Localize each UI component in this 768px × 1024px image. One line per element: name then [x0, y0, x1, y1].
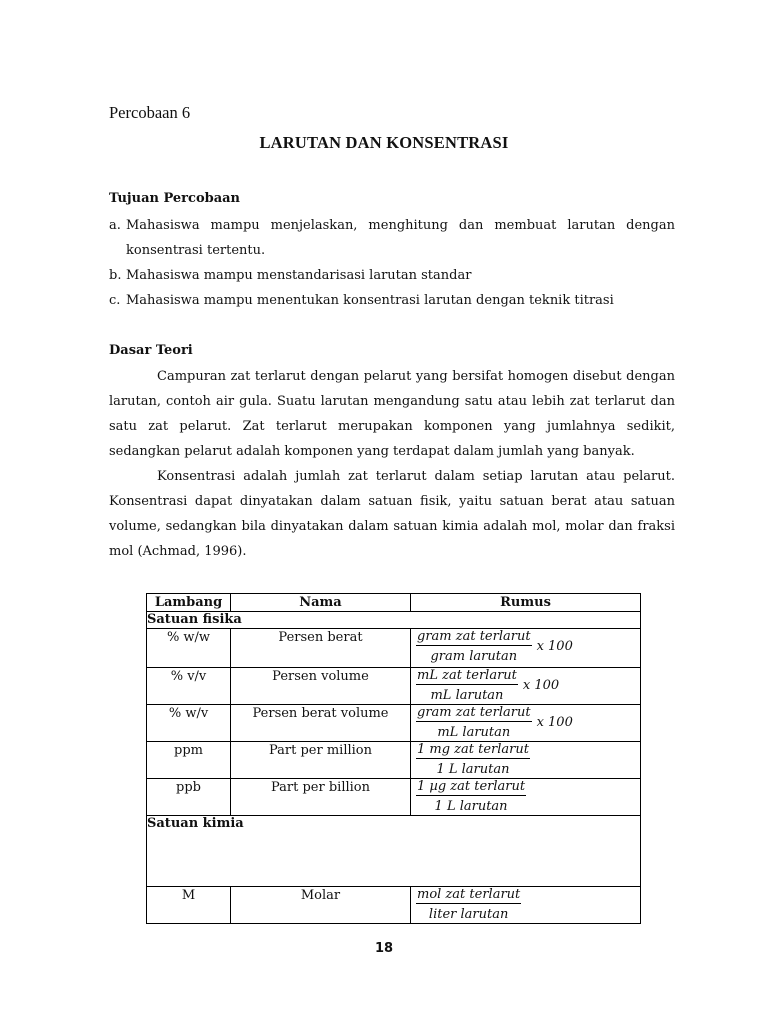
- numerator: 1 µg zat terlarut: [417, 779, 526, 794]
- table-row: [147, 629, 641, 668]
- cell-name: Part per billion: [231, 779, 411, 816]
- cell-name: Part per million: [231, 742, 411, 779]
- cell-name: Persen berat: [231, 629, 411, 668]
- objectives-list: [109, 213, 675, 313]
- denominator: gram larutan: [430, 649, 518, 664]
- table-header-row: [147, 594, 641, 612]
- list-marker: a.: [109, 218, 121, 233]
- numerator: gram zat terlarut: [417, 705, 531, 720]
- multiplier: x 100: [536, 715, 573, 730]
- multiplier: x 100: [522, 678, 560, 693]
- denominator: mL larutan: [437, 725, 511, 740]
- chapter-label: Percobaan 6: [109, 103, 191, 122]
- multiplier: x 100: [536, 639, 573, 654]
- cell-name: Persen volume: [231, 668, 411, 705]
- table-row: [147, 705, 641, 742]
- fraction: [416, 742, 530, 777]
- denominator: liter larutan: [428, 907, 509, 922]
- cell-formula: [411, 629, 641, 668]
- paragraph-text: Konsentrasi adalah jumlah zat terlarut dalam setiap larutan atau pelarut. Konsentrasi dapat dinyatakan dalam satuan fisik, yaitu satuan berat atau satuan volume, sedangkan bila dinyatakan dalam satuan kimia adalah mol, molar dan fraksi mol (Achmad, 1996).: [109, 469, 675, 559]
- fraction: [416, 629, 532, 664]
- numerator: mL zat terlarut: [417, 668, 517, 683]
- theory-paragraph: [109, 464, 675, 564]
- cell-formula: [411, 887, 641, 924]
- table-row: [147, 742, 641, 779]
- cell-name: Molar: [231, 887, 411, 924]
- header-name: Nama: [231, 594, 411, 612]
- cell-formula: [411, 705, 641, 742]
- list-item: [109, 213, 675, 263]
- theory-heading: Dasar Teori: [109, 343, 193, 358]
- denominator: 1 L larutan: [436, 762, 510, 777]
- cell-formula: [411, 668, 641, 705]
- fraction: [416, 668, 518, 703]
- header-symbol: Lambang: [147, 594, 231, 612]
- table-row: [147, 779, 641, 816]
- list-item: [109, 288, 675, 313]
- section-physical: Satuan fisika: [147, 612, 641, 629]
- page-title: LARUTAN DAN KONSENTRASI: [259, 133, 509, 152]
- numerator: gram zat terlarut: [417, 629, 531, 644]
- list-marker: c.: [109, 293, 121, 308]
- fraction: [416, 887, 521, 922]
- cell-symbol: % w/w: [147, 629, 231, 668]
- fraction: [416, 779, 526, 814]
- list-item: [109, 263, 675, 288]
- page-number: 18: [374, 941, 394, 956]
- paragraph-text: Campuran zat terlarut dengan pelarut yang bersifat homogen disebut dengan larutan, contoh air gula. Suatu larutan mengandung satu atau lebih zat terlarut dan satu zat pelarut. Zat terlarut merupakan komponen yang jumlahnya sedikit, sedangkan pelarut adalah komponen yang terdapat dalam jumlah yang banyak.: [109, 369, 675, 459]
- objectives-heading: Tujuan Percobaan: [109, 191, 241, 206]
- cell-name: Persen berat volume: [231, 705, 411, 742]
- list-item-text: Mahasiswa mampu menstandarisasi larutan standar: [126, 268, 472, 283]
- cell-symbol: % v/v: [147, 668, 231, 705]
- fraction: [416, 705, 532, 740]
- denominator: 1 L larutan: [434, 799, 508, 814]
- cell-formula: [411, 742, 641, 779]
- theory-paragraph: [109, 364, 675, 464]
- section-row: [147, 816, 641, 887]
- cell-symbol: % w/v: [147, 705, 231, 742]
- header-formula: Rumus: [411, 594, 641, 612]
- table-row: [147, 668, 641, 705]
- cell-formula: [411, 779, 641, 816]
- cell-symbol: M: [147, 887, 231, 924]
- numerator: 1 mg zat terlarut: [417, 742, 529, 757]
- list-item-text: Mahasiswa mampu menjelaskan, menghitung dan membuat larutan dengan konsentrasi tertentu.: [126, 218, 675, 258]
- cell-symbol: ppb: [147, 779, 231, 816]
- list-marker: b.: [109, 268, 122, 283]
- cell-symbol: ppm: [147, 742, 231, 779]
- section-row: [147, 612, 641, 629]
- section-chemical: Satuan kimia: [147, 816, 641, 887]
- concentration-table: [146, 593, 641, 924]
- list-item-text: Mahasiswa mampu menentukan konsentrasi larutan dengan teknik titrasi: [126, 293, 614, 308]
- table-row: [147, 887, 641, 924]
- denominator: mL larutan: [430, 688, 504, 703]
- numerator: mol zat terlarut: [417, 887, 521, 902]
